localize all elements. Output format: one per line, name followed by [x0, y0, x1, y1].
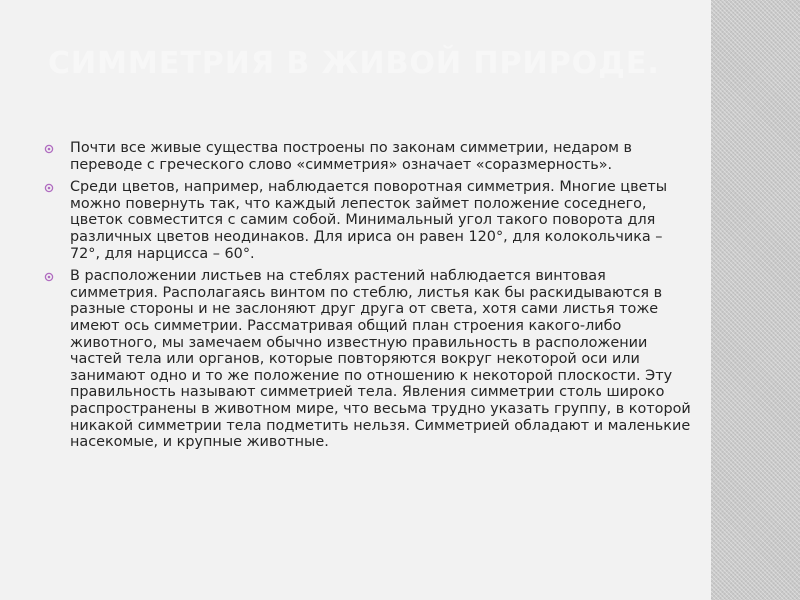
ring-bullet-icon: [44, 144, 54, 154]
ring-bullet-icon: [44, 183, 54, 193]
bullet-item: [44, 268, 694, 451]
decorative-right-band: [711, 0, 800, 600]
bullet-text: Среди цветов, например, наблюдается поворотная симметрия. Многие цветы можно повернуть так, что каждый лепесток займет положение соседнего, цветок совместится с самим собой. Минимальный угол такого поворота для различных цветов неодинаков. Для ириса он равен 120°, для колокольчика – 72°, для нарцисса – 60°.: [70, 179, 668, 262]
bullet-list: [44, 140, 694, 457]
bullet-item: [44, 179, 694, 262]
bullet-item: [44, 140, 694, 173]
bullet-text: В расположении листьев на стеблях растений наблюдается винтовая симметрия. Располагаясь винтом по стеблю, листья как бы раскидываются в разные стороны и не заслоняют друг друга от света, хотя сами листья тоже имеют ось симметрии. Рассматривая общий план строения какого-либо животного, мы замечаем обычно известную правильность в расположении частей тела или органов, которые повторяются вокруг некоторой оси или занимают одно и то же положение по отношению к некоторой плоскости. Эту правильность называют симметрией тела. Явления симметрии столь широко распространены в животном мире, что весьма трудно указать группу, в которой никакой симметрии тела подметить нельзя. Симметрией обладают и маленькие насекомые, и крупные животные.: [70, 268, 691, 451]
ring-bullet-icon: [44, 272, 54, 282]
slide-title: СИММЕТРИЯ В ЖИВОЙ ПРИРОДЕ.: [48, 46, 660, 81]
bullet-text: Почти все живые существа построены по законам симметрии, недаром в переводе с греческого слово «симметрия» означает «соразмерность».: [70, 140, 632, 173]
